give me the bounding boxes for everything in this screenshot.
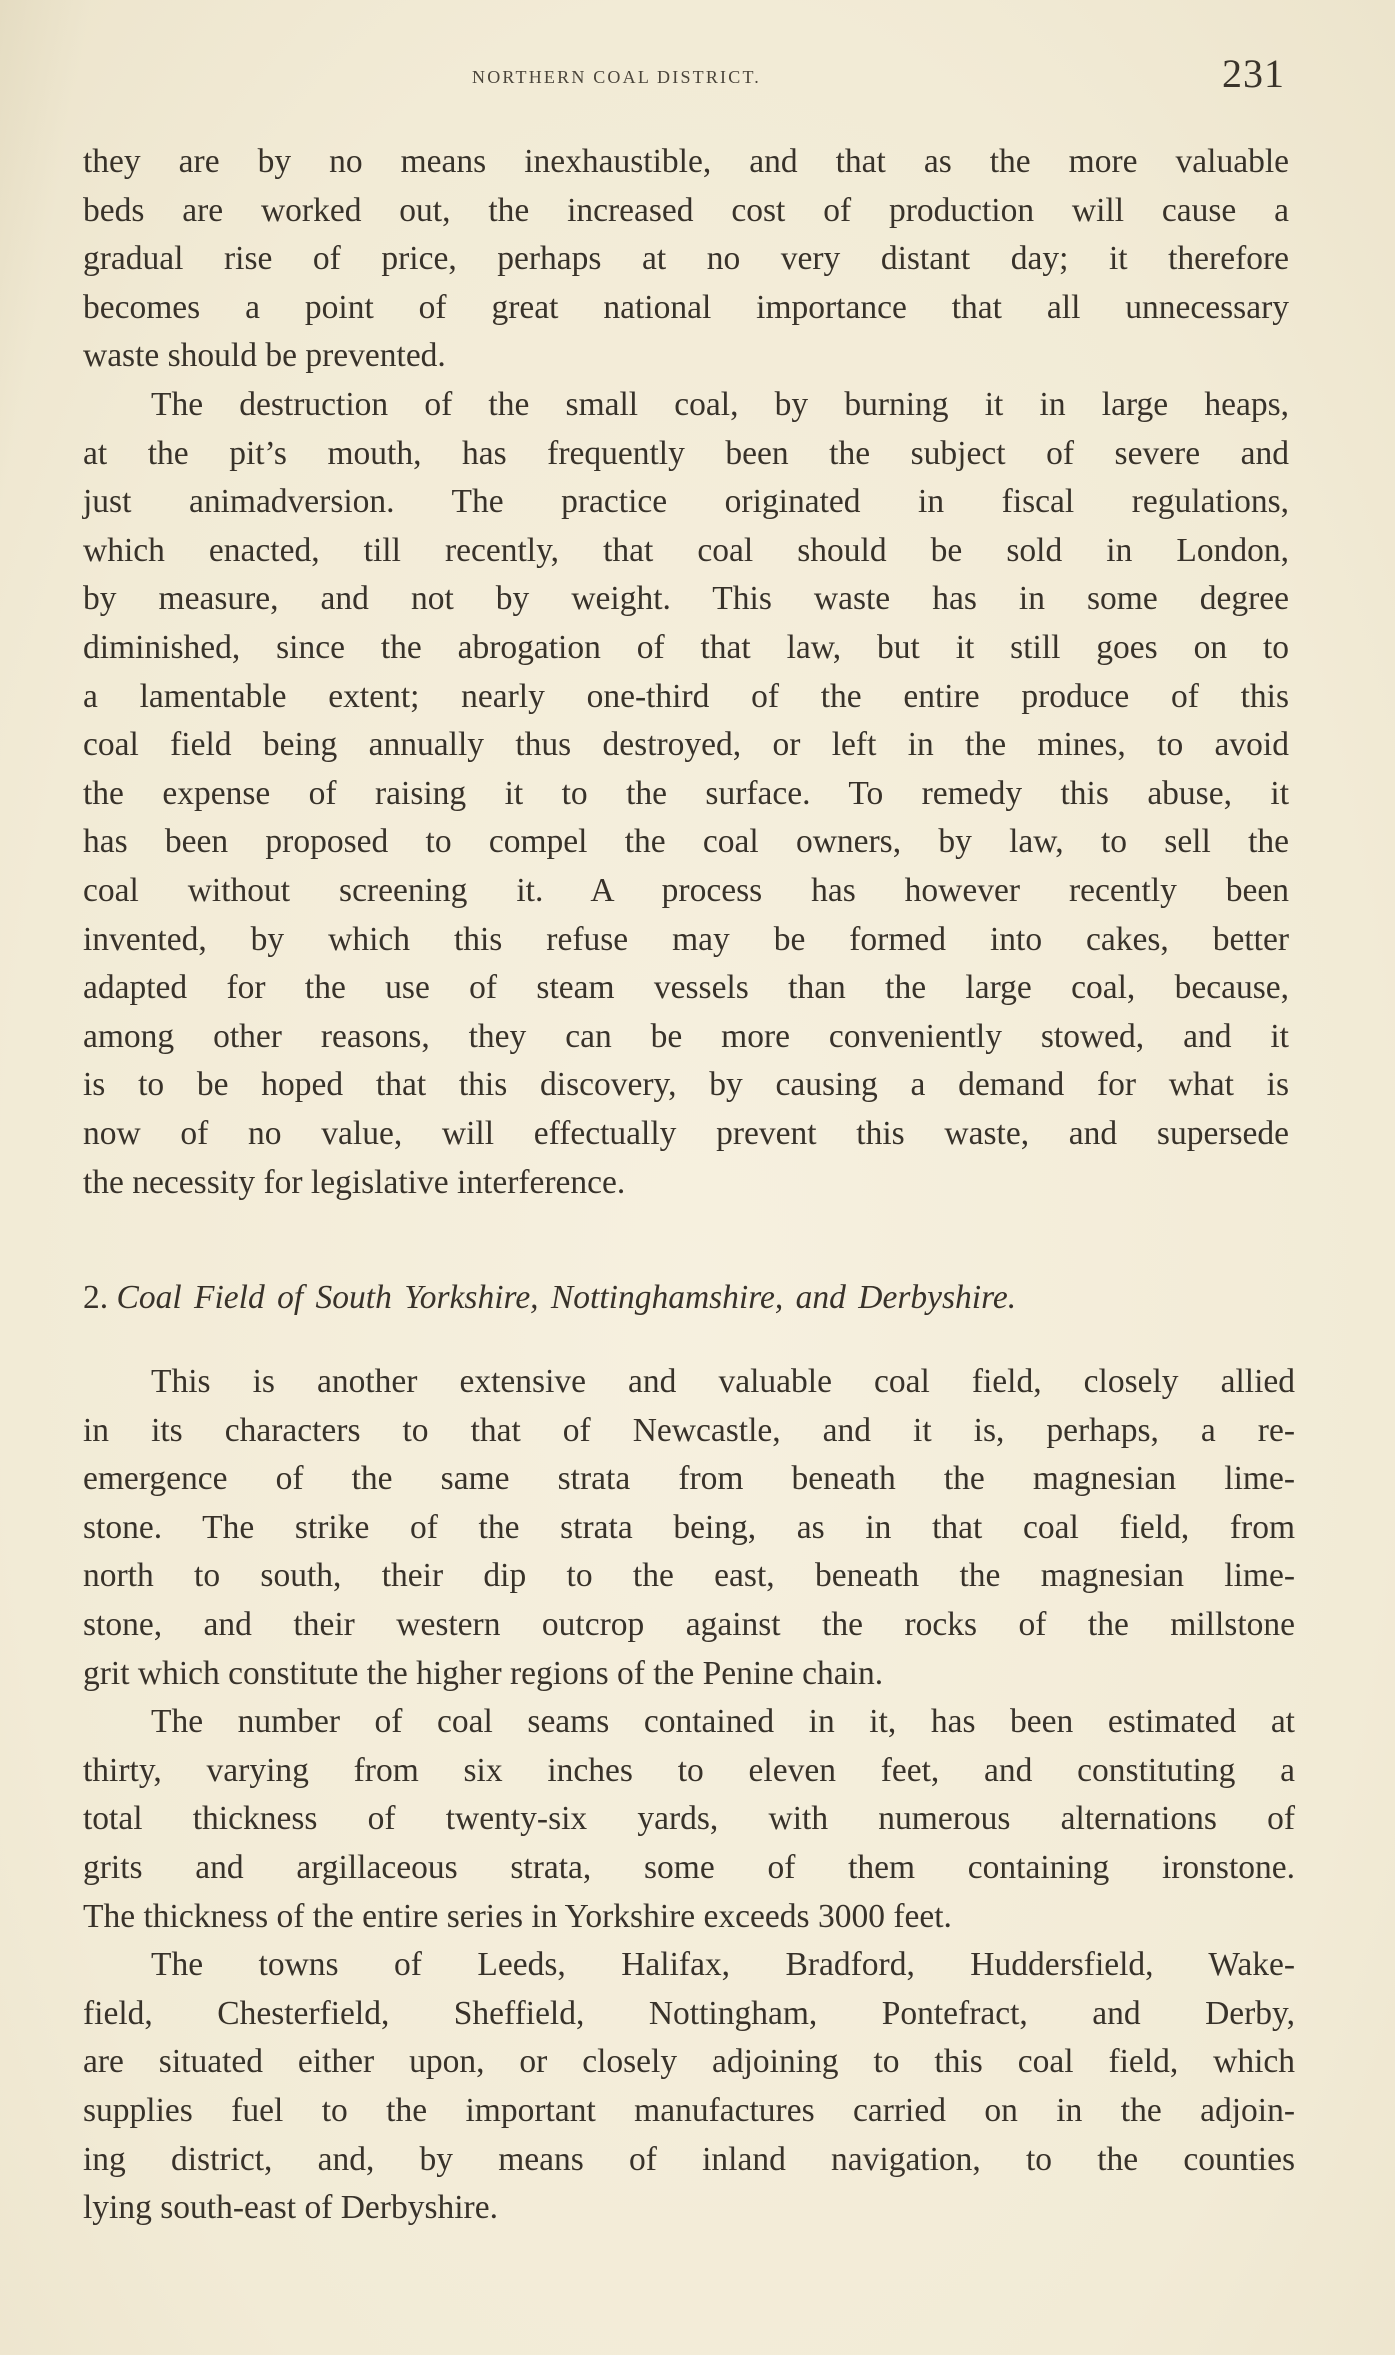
section-title: Coal Field of South Yorkshire, Nottinghamshire, and Derbyshire.: [116, 1279, 1017, 1316]
text-line: the necessity for legislative interference.: [83, 1164, 626, 1201]
text-line: ing district, and, by means of inland navigation, to the counties: [83, 2141, 1295, 2178]
text-line: gradual rise of price, perhaps at no very distant day; it therefore: [83, 240, 1289, 277]
text-line: a lamentable extent; nearly one-third of the entire produce of this: [83, 678, 1289, 715]
text-line: among other reasons, they can be more conveniently stowed, and it: [83, 1018, 1289, 1055]
text-line: they are by no means inexhaustible, and that as the more valuable: [83, 143, 1289, 180]
text-line: grit which constitute the higher regions of the Penine chain.: [83, 1655, 884, 1692]
text-line: is to be hoped that this discovery, by causing a demand for what is: [83, 1066, 1289, 1103]
text-line: This is another extensive and valuable coal field, closely allied: [151, 1363, 1295, 1400]
text-line: diminished, since the abrogation of that law, but it still goes on to: [83, 629, 1289, 666]
text-line: grits and argillaceous strata, some of them containing ironstone.: [83, 1849, 1295, 1886]
running-head: NORTHERN COAL DISTRICT.: [472, 67, 762, 87]
text-line: has been proposed to compel the coal owners, by law, to sell the: [83, 823, 1289, 860]
text-line: supplies fuel to the important manufactures carried on in the adjoin-: [83, 2092, 1295, 2129]
text-line: emergence of the same strata from beneath the magnesian lime-: [83, 1460, 1295, 1497]
section-heading: [83, 1274, 1295, 1322]
text-line: invented, by which this refuse may be formed into cakes, better: [83, 921, 1289, 958]
text-line: total thickness of twenty-six yards, with numerous alternations of: [83, 1800, 1295, 1837]
text-line: The towns of Leeds, Halifax, Bradford, Huddersfield, Wake-: [151, 1946, 1295, 1983]
text-line: becomes a point of great national importance that all unnecessary: [83, 289, 1289, 326]
text-line: are situated either upon, or closely adjoining to this coal field, which: [83, 2043, 1295, 2080]
text-line: stone. The strike of the strata being, as in that coal field, from: [83, 1509, 1295, 1546]
text-line: waste should be prevented.: [83, 337, 446, 374]
text-line: now of no value, will effectually prevent this waste, and supersede: [83, 1115, 1289, 1152]
text-line: adapted for the use of steam vessels than the large coal, because,: [83, 969, 1289, 1006]
text-line: north to south, their dip to the east, beneath the magnesian lime-: [83, 1557, 1295, 1594]
text-line: the expense of raising it to the surface. To remedy this abuse, it: [83, 775, 1289, 812]
text-line: field, Chesterfield, Sheffield, Nottingham, Pontefract, and Derby,: [83, 1995, 1295, 2032]
text-line: The thickness of the entire series in Yorkshire exceeds 3000 feet.: [83, 1898, 952, 1935]
text-line: by measure, and not by weight. This waste has in some degree: [83, 580, 1289, 617]
text-line: coal field being annually thus destroyed, or left in the mines, to avoid: [83, 726, 1289, 763]
text-line: coal without screening it. A process has however recently been: [83, 872, 1289, 909]
text-line: thirty, varying from six inches to eleven feet, and constituting a: [83, 1752, 1295, 1789]
text-line: beds are worked out, the increased cost of production will cause a: [83, 192, 1289, 229]
text-line: in its characters to that of Newcastle, and it is, perhaps, a re-: [83, 1412, 1295, 1449]
text-line: The number of coal seams contained in it, has been estimated at: [151, 1703, 1295, 1740]
text-line: The destruction of the small coal, by burning it in large heaps,: [151, 386, 1289, 423]
page-number: 231: [1222, 51, 1285, 96]
text-line: at the pit’s mouth, has frequently been the subject of severe and: [83, 435, 1289, 472]
text-line: just animadversion. The practice originated in fiscal regulations,: [83, 483, 1289, 520]
text-line: lying south-east of Derbyshire.: [83, 2189, 498, 2226]
text-line: stone, and their western outcrop against the rocks of the millstone: [83, 1606, 1295, 1643]
text-line: which enacted, till recently, that coal should be sold in London,: [83, 532, 1289, 569]
section-number: 2.: [83, 1279, 109, 1316]
